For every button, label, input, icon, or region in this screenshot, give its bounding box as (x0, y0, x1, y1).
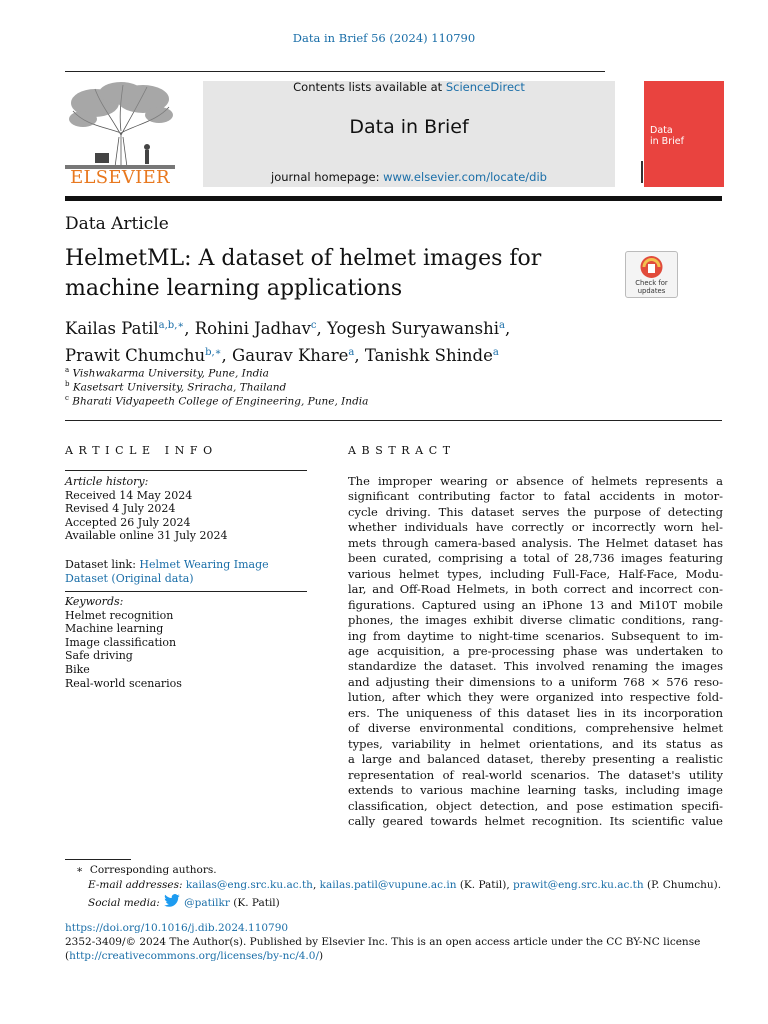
author-affiliation-mark[interactable]: a,b, (158, 320, 178, 331)
abstract-line: lar, and Off-Road Helmets, in both correct and incorrect con- (348, 582, 723, 597)
history-received: Received 14 May 2024 (65, 488, 193, 502)
affiliation-text: Bharati Vidyapeeth College of Engineering, Pune, India (72, 395, 369, 408)
email-note (88, 879, 721, 891)
author-separator: , (354, 346, 365, 365)
author-line-2 (65, 341, 625, 368)
cover-barcode (641, 161, 643, 183)
author-separator: , (221, 346, 233, 365)
history-revised: Revised 4 July 2024 (65, 502, 176, 516)
email-owner: (P. Chumchu). (643, 879, 722, 891)
author-name: Yogesh Suryawanshi (327, 319, 500, 338)
abstract-line: and adjusting their dimensions to a uniform 768 × 576 reso- (348, 674, 723, 689)
author-affiliation-mark[interactable]: b, (205, 347, 215, 358)
doi-line (65, 922, 288, 934)
article-info-heading: ARTICLE INFO (65, 444, 218, 457)
footnote-rule (65, 859, 131, 860)
abstract-line: been curated, comprising a total of 28,736 images featuring (348, 551, 723, 566)
abstract-line: types, variability in helmet orientations, and its status as (348, 736, 723, 751)
abstract-text (348, 474, 723, 829)
history-accepted: Accepted 26 July 2024 (65, 515, 191, 529)
social-label: Social media: (88, 897, 164, 909)
cover-title (650, 125, 684, 147)
keyword: Helmet recognition (65, 608, 174, 622)
abstract-line: a large and balanced dataset, thereby presenting a realistic (348, 752, 723, 767)
journal-cover[interactable] (638, 81, 724, 187)
abstract-line: age acquisition, a pre-processing phase was undertaken to (348, 643, 723, 658)
email-label: E-mail addresses: (88, 879, 186, 891)
check-for-updates-label (626, 279, 677, 295)
license-link[interactable]: http://creativecommons.org/licenses/by-nc/4.0/ (69, 950, 319, 962)
elsevier-logo (65, 81, 175, 189)
affiliation-c (65, 394, 368, 408)
author-separator: , (184, 319, 195, 338)
corresponding-note (76, 864, 217, 876)
author-list (65, 314, 625, 368)
doi-link[interactable]: https://doi.org/10.1016/j.dib.2024.110790 (65, 922, 289, 934)
dataset-link-label: Dataset link: (65, 558, 140, 571)
abstract-line: significant contributing factor to fatal accidents in motor- (348, 489, 723, 504)
sciencedirect-link[interactable]: ScienceDirect (445, 80, 525, 94)
abstract-line: standardize the dataset. This involved renaming the images (348, 659, 723, 674)
keyword: Machine learning (65, 622, 164, 636)
author-name: Kailas Patil (65, 319, 159, 338)
dataset-link-cont[interactable]: Dataset (Original data) (65, 571, 194, 585)
abstract-line: cycle driving. This dataset serves the purpose of detecting (348, 504, 723, 519)
abstract-heading: ABSTRACT (348, 444, 456, 457)
author-affiliation-mark[interactable]: c (310, 320, 317, 331)
author-name: Rohini Jadhav (194, 319, 311, 338)
keywords-label: Keywords: (65, 595, 124, 608)
abstract-line: ers. The uniqueness of this dataset lies in its incorporation (348, 705, 723, 720)
affiliation-text: Kasetsart University, Sriracha, Thailand (72, 381, 287, 394)
affiliation-b (65, 380, 286, 394)
abstract-line: figurations. Captured using an iPhone 13 and Mi10T mobile (348, 597, 723, 612)
author-name: Prawit Chumchu (65, 346, 206, 365)
article-info-rule (65, 470, 307, 471)
cover-title-line1: Data (650, 125, 673, 136)
author-line-1 (65, 314, 625, 341)
abstract-line: whether individuals have correctly or incorrectly worn hel- (348, 520, 723, 535)
dataset-link-block (65, 558, 269, 585)
abstract-line: extends to various machine learning tasks, including image (348, 783, 723, 798)
abstract-line: The improper wearing or absence of helmets represents a (348, 474, 723, 488)
article-title: HelmetML: A dataset of helmet images for machine learning applications (65, 246, 542, 301)
author-separator: , (316, 319, 328, 338)
social-note (88, 894, 280, 909)
journal-reference-link[interactable]: Data in Brief 56 (2024) 110790 (292, 31, 476, 45)
twitter-bird-icon (163, 894, 181, 908)
footnote-star: ∗ (76, 864, 84, 876)
affiliation-a (65, 366, 269, 380)
abstract-line: ing from daytime to night-time scenarios. Subsequent to im- (348, 628, 723, 643)
check-updates-line2: updates (637, 287, 666, 295)
license-line (65, 950, 323, 962)
author-name: Gaurav Khare (232, 346, 349, 365)
homepage-line (203, 170, 615, 184)
homepage-prefix: journal homepage: (271, 170, 384, 184)
email-link-1[interactable]: kailas@eng.src.ku.ac.th (185, 879, 313, 891)
author-affiliation-mark[interactable]: a (348, 347, 355, 358)
abstract-line: phones, the images exhibit diverse climatic conditions, rang- (348, 613, 723, 628)
abstract-line: various helmet types, including Full-Face, Half-Face, Modu- (348, 566, 723, 581)
copyright-line: 2352-3409/© 2024 The Author(s). Published by Elsevier Inc. This is an open access article under the CC BY-NC license (65, 936, 701, 948)
contents-line (203, 80, 615, 94)
abstract-line: cally geared towards helmet recognition. Its scientific value (348, 813, 723, 828)
author-name: Tanishk Shinde (364, 346, 493, 365)
elsevier-wordmark: ELSEVIER (70, 167, 170, 188)
license-paren: ( (65, 950, 70, 962)
elsevier-tree-logo (65, 81, 175, 169)
homepage-link[interactable]: www.elsevier.com/locate/dib (383, 170, 547, 184)
license-paren: ) (319, 950, 324, 962)
check-updates-line1: Check for (635, 279, 668, 287)
social-owner: (K. Patil) (229, 897, 280, 909)
history-online: Available online 31 July 2024 (65, 529, 228, 543)
author-affiliation-mark[interactable]: a (492, 347, 499, 358)
journal-name: Data in Brief (349, 116, 469, 138)
keywords-rule (65, 591, 307, 592)
section-divider (65, 420, 722, 421)
abstract-line: classification, object detection, and pose estimation specifi- (348, 798, 723, 813)
abstract-line: of diverse environmental conditions, comprehensive helmet (348, 721, 723, 736)
keywords-block (65, 595, 182, 690)
email-owner: (K. Patil), (456, 879, 513, 891)
affiliation-mark: a (65, 366, 70, 374)
contents-prefix: Contents lists available at (293, 80, 446, 94)
email-separator: , (312, 879, 320, 891)
keyword: Real-world scenarios (65, 676, 182, 690)
header-rule (65, 71, 605, 72)
article-history (65, 475, 227, 543)
keyword: Safe driving (65, 649, 133, 663)
keyword: Image classification (65, 635, 177, 649)
corresponding-text: Corresponding authors. (89, 864, 217, 876)
abstract-line: representation of real-world scenarios. The dataset's utility (348, 767, 723, 782)
affiliation-mark: b (65, 380, 70, 388)
history-label: Article history: (65, 475, 149, 488)
article-type: Data Article (65, 214, 169, 234)
email-link-3[interactable]: prawit@eng.src.ku.ac.th (513, 879, 644, 891)
social-handle-link[interactable]: @patilkr (184, 897, 230, 909)
corresponding-author-mark[interactable]: ∗ (214, 347, 222, 358)
cover-title-line2: in Brief (650, 136, 684, 147)
check-for-updates-icon (626, 254, 677, 282)
author-affiliation-mark[interactable]: a (499, 320, 505, 331)
abstract-line: lution, after which they were organized into respective fold- (348, 690, 723, 705)
corresponding-author-mark[interactable]: ∗ (177, 320, 185, 331)
abstract-line: mets through camera-based analysis. The Helmet dataset has (348, 535, 723, 550)
header-thick-rule (65, 196, 722, 201)
dataset-link[interactable]: Helmet Wearing Image (139, 558, 269, 571)
affiliation-mark: c (65, 394, 69, 402)
author-separator: , (504, 319, 511, 338)
email-link-2[interactable]: kailas.patil@vupune.ac.in (319, 879, 457, 891)
affiliation-text: Vishwakarma University, Pune, India (72, 367, 269, 380)
keyword: Bike (65, 662, 90, 676)
check-for-updates-button[interactable] (625, 251, 678, 298)
